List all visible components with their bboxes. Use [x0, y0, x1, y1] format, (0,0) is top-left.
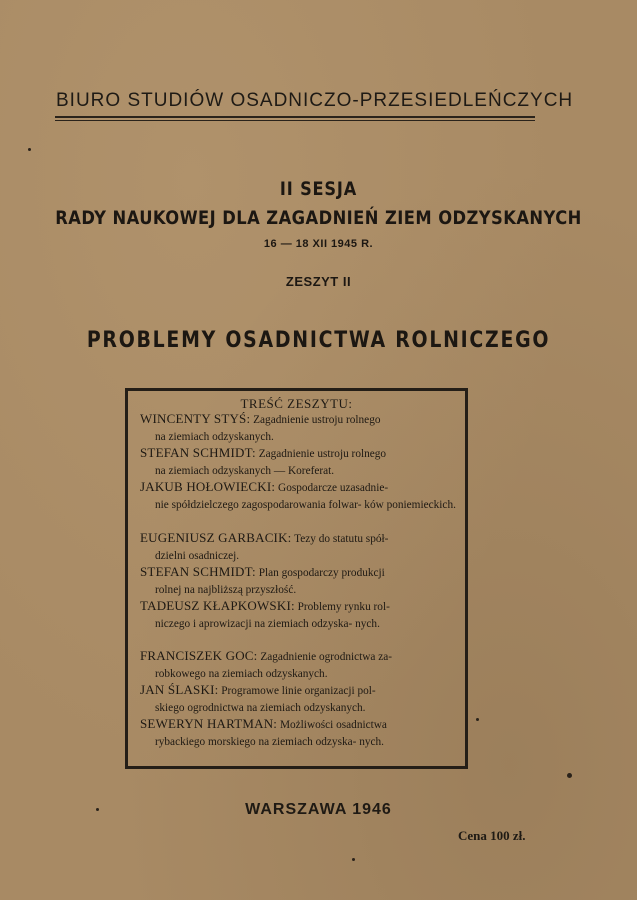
contents-entry: [140, 682, 460, 717]
entry-author: JAN ŚLASKI:: [140, 682, 219, 697]
entry-author: EUGENIUSZ GARBACIK:: [140, 530, 292, 545]
booklet-title: PROBLEMY OSADNICTWA ROLNICZEGO: [86, 328, 551, 353]
entry-author: SEWERYN HARTMAN:: [140, 716, 278, 731]
entry-title: Zagadnienie ustroju rolnego: [253, 414, 381, 426]
contents-entry: [140, 716, 460, 751]
council-heading: RADY NAUKOWEJ DLA ZAGADNIEŃ ZIEM ODZYSKANYCH: [55, 207, 582, 229]
entry-title-continued: robkowego na ziemiach odzyskanych.: [155, 667, 328, 680]
entry-title-continued: na ziemiach odzyskanych — Koreferat.: [155, 464, 335, 477]
entry-title-continued: rybackiego morskiego na ziemiach odzyska- nych.: [155, 735, 384, 748]
contents-heading: TREŚĆ ZESZYTU:: [240, 396, 353, 411]
paper-speck: [476, 718, 479, 721]
entry-author: STEFAN SCHMIDT:: [140, 564, 256, 579]
entry-title: Plan gospodarczy produkcji: [258, 567, 385, 579]
contents-entry: [140, 648, 460, 683]
paper-speck: [567, 773, 572, 778]
entry-title-continued: niczego i aprowizacji na ziemiach odzyska- nych.: [155, 617, 380, 630]
entry-title: Tezy do statutu spół-: [294, 533, 389, 545]
entry-author: WINCENTY STYŚ:: [140, 411, 251, 426]
place-and-year: WARSZAWA 1946: [245, 801, 392, 818]
contents-entry: [140, 530, 460, 565]
entry-title: Możliwości osadnictwa: [279, 719, 387, 731]
session-heading: II SESJA: [279, 178, 358, 200]
publisher-name: BIURO STUDIÓW OSADNICZO-PRZESIEDLEŃCZYCH: [56, 90, 574, 111]
issue-number: ZESZYT II: [285, 274, 352, 289]
entry-title-continued: rolnej na najbliższą przyszłość.: [155, 583, 297, 596]
paper-speck: [28, 148, 31, 151]
entry-author: JAKUB HOŁOWIECKI:: [140, 479, 276, 494]
entry-title: Problemy rynku rol-: [297, 601, 390, 613]
publisher-rule: [55, 116, 535, 118]
entry-title: Programowe linie organizacji pol-: [221, 685, 376, 697]
paper-speck: [96, 808, 99, 811]
entry-title-continued: nie spółdzielczego zagospodarowania folwar- ków poniemieckich.: [155, 498, 456, 511]
contents-entry: [140, 479, 460, 514]
entry-author: STEFAN SCHMIDT:: [140, 445, 256, 460]
entry-title-continued: dzielni osadniczej.: [155, 549, 240, 562]
entry-title: Zagadnienie ogrodnictwa za-: [260, 651, 393, 663]
entry-author: TADEUSZ KŁAPKOWSKI:: [140, 598, 295, 613]
price-label: Cena 100 zł.: [458, 828, 526, 843]
publisher-rule-thin: [55, 120, 535, 121]
entry-title: Zagadnienie ustroju rolnego: [258, 448, 387, 460]
contents-entry: [140, 411, 460, 446]
contents-entry: [140, 598, 460, 633]
contents-entry: [140, 445, 460, 480]
entry-title-continued: na ziemiach odzyskanych.: [155, 430, 274, 443]
entry-title: Gospodarcze uzasadnie-: [278, 482, 389, 494]
paper-speck: [352, 858, 355, 861]
session-dates: 16 — 18 XII 1945 R.: [263, 238, 374, 250]
entry-author: FRANCISZEK GOC:: [140, 648, 258, 663]
contents-entry: [140, 564, 460, 599]
entry-title-continued: skiego ogrodnictwa na ziemiach odzyskanych.: [155, 701, 366, 714]
